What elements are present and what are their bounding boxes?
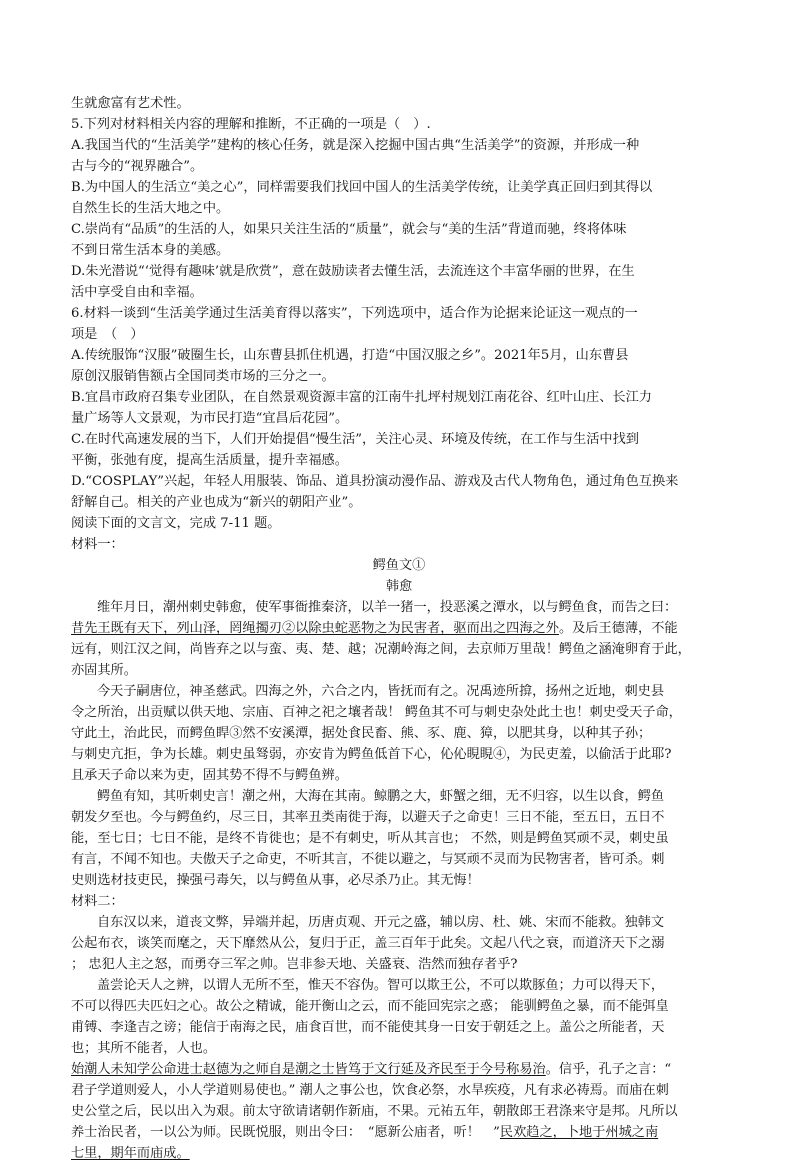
option-d: D.朱光潜说“‘觉得有趣味’就是欣赏”，意在鼓励读者去懂生活，去流连这个丰富华丽的世界，在生 — [71, 264, 635, 279]
text-line — [71, 618, 727, 639]
text-span: 。信乎，孔子之言：“ — [545, 1062, 672, 1077]
text-line: 远有，则江汉之间，尚皆弃之以与蛮、夷、楚、越；况潮岭海之间，去京师万里哉！鳄鱼之涵淹卵育于此， — [71, 642, 691, 657]
material-2 — [71, 891, 727, 1164]
option-c: C.在时代高速发展的当下，人们开始提倡“慢生活”，关注心灵、环境及传统，在工作与生活中找到 — [71, 432, 639, 447]
document-content — [71, 93, 727, 1164]
text-line: 不可以得匹夫匹妇之心。故公之精诚，能开衡山之云，而不能回宪宗之惑； 能驯鳄鱼之暴，而不能弭皇 — [71, 999, 669, 1014]
question-6: 6.材料一谈到“生活美学通过生活美育得以落实”，下列选项中，适合作为论据来论证这一观点的一 — [71, 306, 638, 321]
essay-crocodile — [71, 555, 727, 891]
text-line: ； 忠犯人主之怒，而勇夺三军之帅。岂非参天地、关盛衰、浩然而独存者乎? — [71, 957, 518, 972]
text-line: 史公堂之后，民以出入为艰。前太守欲请诸朝作新庙，不果。元祐五年，朝散郎王君涤来守是邦。凡所以 — [71, 1104, 678, 1119]
underlined-sentence: 民欢趋之，卜地于州城之南 — [499, 1125, 659, 1140]
text-line: 活中享受自由和幸福。 — [71, 285, 203, 300]
essay-title: 鳄鱼文① — [372, 558, 426, 573]
text-line — [71, 1122, 727, 1143]
option-d: D.“COSPLAY”兴起，年轻人用服装、饰品、道具扮演动漫作品、游戏及古代人物角色，通过角色互换来 — [71, 474, 679, 489]
material-1-label: 材料一： — [71, 537, 124, 552]
reading-instruction: 阅读下面的文言文，完成 7-11 题。 — [71, 516, 281, 531]
text-line: 古与今的“视界融合”。 — [71, 159, 204, 174]
text-line: 守此土，治此民，而鳄鱼睅③然不安溪潭，据处食民畜、熊、豕、鹿、獐，以肥其身，以种其子孙； — [71, 726, 652, 741]
text-line: 亦固其所。 — [71, 663, 137, 678]
option-a: A.传统服饰“汉服”破圈生长，山东曹县抓住机遇，打造“中国汉服之乡”。2021年5月，山东曹县 — [71, 348, 629, 363]
text-line: 令之所治，出贡赋以供天地、宗庙、百神之祀之壤者哉！ 鳄鱼其不可与刺史杂处此土也！刺史受天子命， — [71, 705, 682, 720]
text-line: 有言，不闻不知也。夫傲天子之命吏，不听其言，不徙以避之，与冥顽不灵而为民物害者，皆可杀。刺 — [71, 852, 665, 867]
question-section — [71, 93, 727, 555]
underlined-sentence: 始潮人未知学公命进士赵德为之师自是潮之士皆笃于文行延及齐民至于今号称易治 — [71, 1062, 546, 1077]
text-line: 君子学道则爱人，小人学道则易使也。” 潮人之事公也，饮食必祭，水旱疾疫，凡有求必祷焉。而庙在刺 — [71, 1083, 669, 1098]
text-line: 自然生长的生活大地之中。 — [71, 201, 230, 216]
text-line: 今天子嗣唐位，神圣慈武。四海之外，六合之内，皆抚而有之。况禹迹所揜，扬州之近地，刺史县 — [97, 684, 665, 699]
text-line: 公起布衣，谈笑而麾之，天下靡然从公，复归于正，盖三百年于此矣。文起八代之衰，而道济天下之溺 — [71, 936, 665, 951]
question-5: 5.下列对材料相关内容的理解和推断，不正确的一项是（ ）. — [71, 117, 431, 132]
text-line: 维年月日，潮州刺史韩愈，使军事衙推秦济，以羊一猪一，投恶溪之潭水，以与鳄鱼食，而告之曰： — [97, 600, 678, 615]
text-line: 不到日常生活本身的美感。 — [71, 243, 230, 258]
text-line: 生就愈富有艺术性。 — [71, 96, 190, 111]
text-line: 能，至七日；七日不能，是终不肯徙也；是不有刺史，听从其言也； 不然，则是鳄鱼冥顽不灵，刺史虽 — [71, 831, 669, 846]
text-span: 养士治民者，一以公为师。民既悦服，则出令曰： “愿新公庙者，听！ ” — [71, 1125, 500, 1140]
text-line: 朝发夕至也。今与鳄鱼约，尽三日，其率丑类南徙于海，以避天子之命吏！三日不能，至五日，五日不 — [71, 810, 665, 825]
text-line: 项是 （ ） — [71, 327, 144, 342]
text-line: 平衡，张弛有度，提高生活质量，提升幸福感。 — [71, 453, 348, 468]
text-line — [71, 1143, 727, 1164]
text-line: 舒解自己。相关的产业也成为“新兴的朝阳产业”。 — [71, 495, 362, 510]
text-span: 。及后王德薄，不能 — [558, 621, 678, 636]
text-line: 甫镈、李逢吉之谤；能信于南海之民，庙食百世，而不能使其身一日安于朝廷之上。盖公之所能者，天 — [71, 1020, 665, 1035]
text-line: 原创汉服销售额占全国同类市场的三分之一。 — [71, 369, 335, 384]
text-line — [71, 1059, 727, 1080]
option-b: B.宜昌市政府召集专业团队，在自然景观资源丰富的江南牛扎坪村规划江南花谷、红叶山庄、长江力 — [71, 390, 652, 405]
text-line: 也；其所不能者，人也。 — [71, 1041, 217, 1056]
text-line: 史则选材技吏民，操强弓毒矢，以与鳄鱼从事，必尽杀乃止。其无悔！ — [71, 873, 480, 888]
text-line: 与刺史亢拒，争为长雄。刺史虽驽弱，亦安肯为鳄鱼低首下心，伈伈睍睍④，为民吏羞，以偷活于此耶? — [71, 747, 672, 762]
text-line: 鳄鱼有知，其听刺史言！潮之州，大海在其南。鲸鹏之大，虾蟹之细，无不归容，以生以食，鳄鱼 — [97, 789, 665, 804]
essay-author: 韩愈 — [385, 579, 413, 594]
material-2-label: 材料二： — [71, 894, 124, 909]
text-line: 盖尝论天人之辨，以谓人无所不至，惟天不容伪。智可以欺王公，不可以欺豚鱼；力可以得天下， — [97, 978, 665, 993]
underlined-sentence: 七里，期年而庙成。 — [71, 1146, 190, 1161]
option-c: C.崇尚有“品质”的生活的人，如果只关注生活的“质量”，就会与“美的生活”背道而驰，终将体味 — [71, 222, 627, 237]
text-line: 自东汉以来，道丧文弊，异端并起，历唐贞观、开元之盛，辅以房、杜、姚、宋而不能救。独韩文 — [97, 915, 665, 930]
underlined-sentence: 昔先王既有天下，列山泽，罔绳擉刃②以除虫蛇恶物之为民害者，驱而出之四海之外 — [71, 621, 559, 636]
text-line: 且承天子命以来为吏，固其势不得不与鳄鱼辨。 — [71, 768, 348, 783]
option-a: A.我国当代的“生活美学”建构的核心任务，就是深入挖掘中国古典“生活美学”的资源，并形成一种 — [71, 138, 640, 153]
text-line: 量广场等人文景观，为市民打造“宜昌后花园”。 — [71, 411, 349, 426]
option-b: B.为中国人的生活立“美之心”，同样需要我们找回中国人的生活美学传统，让美学真正回归到其得以 — [71, 180, 653, 195]
